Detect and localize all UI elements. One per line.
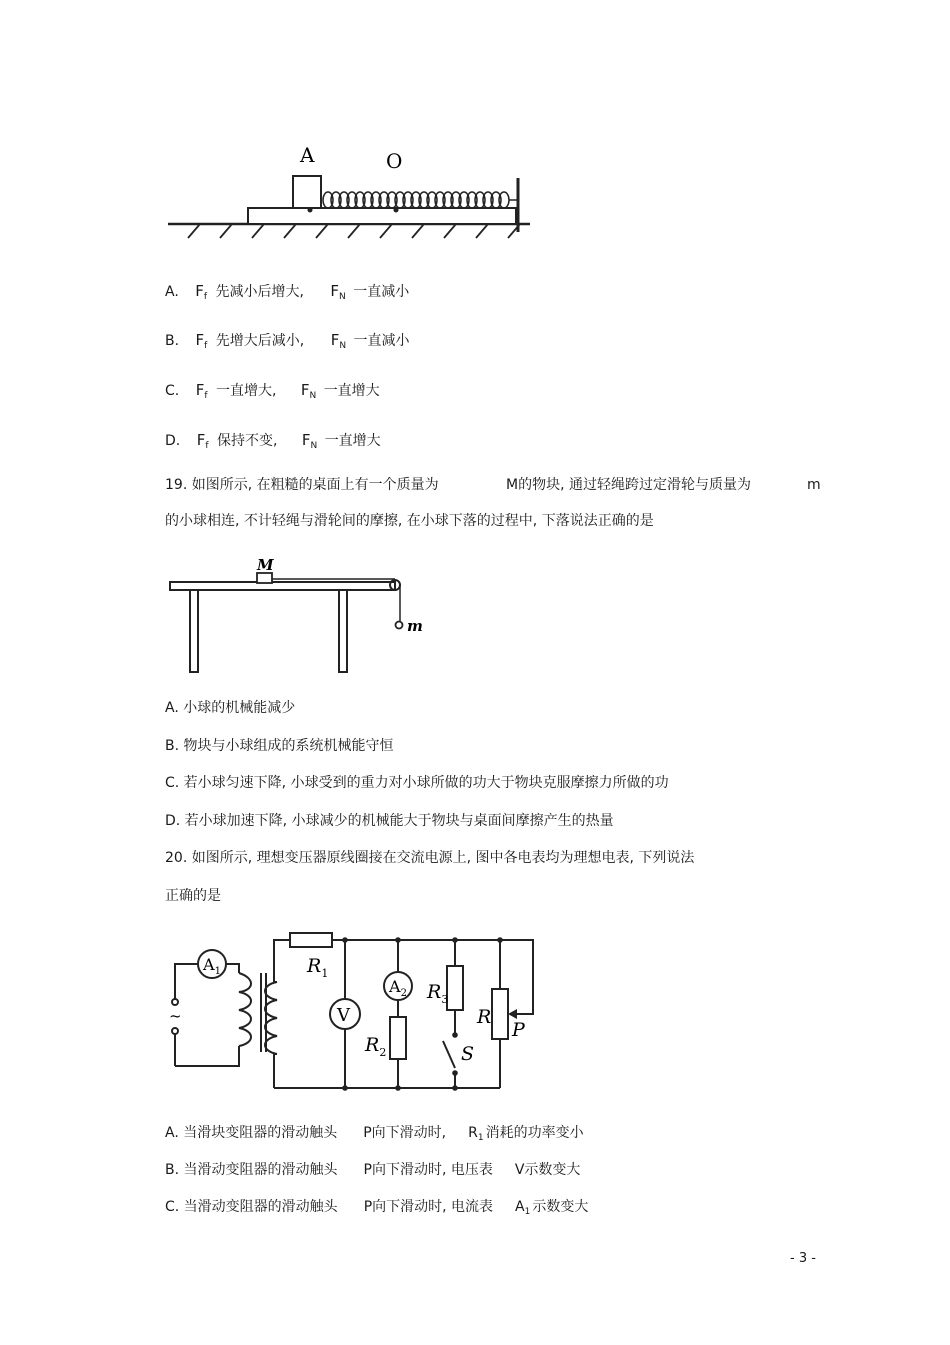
- q19-stem-line2: 的小球相连, 不计轻绳与滑轮间的摩擦, 在小球下落的过程中, 下落说法正确的是: [165, 513, 654, 529]
- label-rheostat-r: R: [477, 1006, 492, 1028]
- q18-option-c[interactable]: C. $F_f$ 一直增大, $F_N$ 一直增大: [165, 381, 380, 401]
- q19-stem-line1-c: m: [807, 477, 821, 493]
- label-block-m-upper: M: [257, 556, 274, 574]
- q18-option-b[interactable]: B. $F_f$ 先增大后减小, $F_N$ 一直减小: [165, 331, 410, 351]
- page-number: - 3 -: [790, 1251, 816, 1266]
- q20-option-b[interactable]: B. 当滑动变阻器的滑动触头 P向下滑动时, 电压表 V示数变大: [165, 1162, 581, 1178]
- q19-option-a[interactable]: A. 小球的机械能减少: [165, 700, 296, 716]
- label-r3: $R_3$: [427, 981, 449, 1006]
- q18-option-a[interactable]: A. $F_f$ 先减小后增大, $F_N$ 一直减小: [165, 282, 410, 302]
- figure-transformer-circuit: [165, 928, 545, 1098]
- q19-option-b[interactable]: B. 物块与小球组成的系统机械能守恒: [165, 738, 394, 754]
- q19-option-c[interactable]: C. 若小球匀速下降, 小球受到的重力对小球所做的功大于物块克服摩擦力所做的功: [165, 775, 669, 791]
- label-voltmeter: V: [337, 1005, 350, 1026]
- label-ac-source: ~: [169, 1007, 182, 1025]
- label-a: A: [300, 143, 315, 167]
- q20-stem-line2: 正确的是: [165, 888, 221, 904]
- figure-table-pulley: [165, 552, 435, 676]
- label-ball-m-lower: m: [407, 617, 423, 635]
- q19-option-d[interactable]: D. 若小球加速下降, 小球减少的机械能大于物块与桌面间摩擦产生的热量: [165, 813, 614, 829]
- figure-block-spring: [160, 140, 540, 250]
- label-a2: $A_2$: [389, 977, 407, 999]
- q19-stem-line1-a: 19. 如图所示, 在粗糙的桌面上有一个质量为: [165, 477, 439, 493]
- q18-option-d[interactable]: D. $F_f$ 保持不变, $F_N$ 一直增大: [165, 431, 381, 451]
- label-o: O: [386, 149, 403, 173]
- q20-option-a[interactable]: A. 当滑块变阻器的滑动触头 P向下滑动时, $R_1$ 消耗的功率变小: [165, 1125, 584, 1143]
- q20-stem-line1: 20. 如图所示, 理想变压器原线圈接在交流电源上, 图中各电表均为理想电表, 下列说法: [165, 850, 695, 866]
- label-slider-p: P: [512, 1019, 525, 1041]
- label-r1: $R_1$: [307, 955, 329, 980]
- label-r2: $R_2$: [365, 1034, 387, 1059]
- label-a1: $A_1$: [203, 955, 221, 977]
- q20-option-c[interactable]: C. 当滑动变阻器的滑动触头 P向下滑动时, 电流表 $A_1$ 示数变大: [165, 1199, 589, 1217]
- label-switch-s: S: [461, 1043, 475, 1065]
- q19-stem-line1-b: M的物块, 通过轻绳跨过定滑轮与质量为: [506, 477, 751, 493]
